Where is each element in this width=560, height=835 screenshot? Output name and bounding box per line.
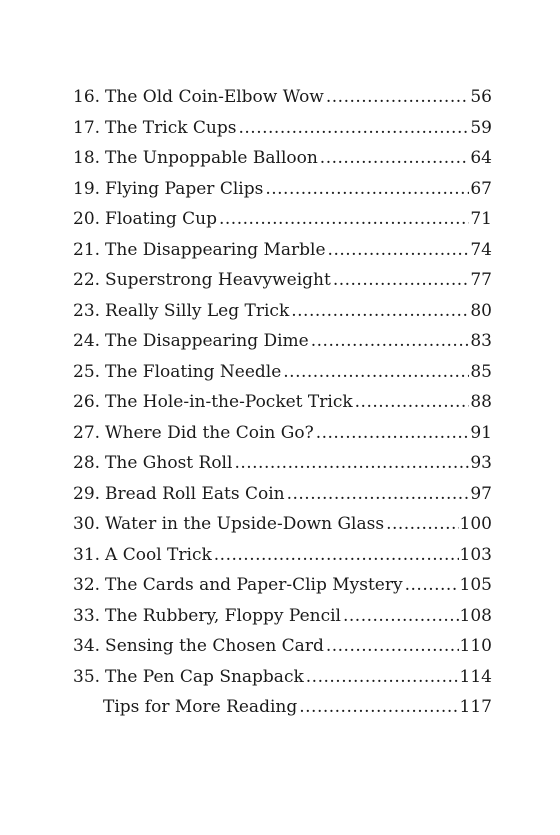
dot-leader — [355, 387, 470, 418]
toc-entry[interactable] — [73, 387, 492, 418]
toc-entry[interactable] — [73, 570, 492, 601]
toc-entry-number: 28. — [73, 453, 101, 473]
dot-leader — [326, 82, 470, 113]
toc-entry[interactable] — [73, 357, 492, 388]
toc-entry-title: Sensing the Chosen Card — [105, 636, 324, 656]
toc-entry[interactable] — [73, 448, 492, 479]
toc-entry-number: 23. — [73, 300, 101, 321]
toc-entry-page-number: 77 — [470, 270, 492, 290]
toc-entry[interactable] — [73, 326, 492, 357]
toc-entry[interactable] — [73, 601, 492, 632]
toc-entry-number: 34. — [73, 636, 101, 656]
toc-entry[interactable] — [73, 662, 492, 693]
dot-leader — [234, 448, 469, 479]
toc-entry-number: 17. — [73, 117, 101, 138]
toc-entry-number: 30. — [73, 514, 101, 534]
toc-entry-title: The Disappearing Marble — [105, 239, 326, 260]
toc-entry[interactable] — [73, 204, 492, 235]
toc-entry-page-number: 80 — [470, 300, 492, 321]
dot-leader — [283, 357, 469, 388]
toc-entry-page-number: 105 — [459, 575, 492, 595]
dot-leader — [239, 113, 470, 144]
toc-entry-page-number: 67 — [470, 178, 492, 199]
dot-leader — [299, 692, 458, 723]
toc-entry[interactable] — [73, 631, 492, 662]
toc-entry-page-number: 97 — [470, 483, 492, 504]
toc-entry-page-number: 59 — [470, 117, 492, 138]
toc-entry-page-number: 85 — [470, 361, 492, 382]
toc-entry-title: Water in the Upside-Down Glass — [105, 514, 385, 534]
toc-entry-number: 32. — [73, 575, 101, 595]
toc-entry-title: The Disappearing Dime — [105, 331, 309, 351]
toc-entry-number: 24. — [73, 331, 101, 351]
toc-entry-title: Really Silly Leg Trick — [105, 300, 290, 321]
toc-entry-number: 18. — [73, 148, 101, 168]
toc-entry-title: The Old Coin-Elbow Wow — [105, 87, 324, 107]
toc-entry[interactable] — [73, 235, 492, 266]
toc-entry-number: 16. — [73, 87, 101, 107]
toc-entry-number: 21. — [73, 239, 101, 260]
dot-leader — [214, 540, 459, 571]
dot-leader — [219, 204, 469, 235]
toc-entry[interactable] — [73, 296, 492, 327]
toc-entry[interactable] — [73, 479, 492, 510]
toc-entry-title: The Cards and Paper-Clip Mystery — [105, 575, 403, 595]
toc-entry[interactable] — [73, 82, 492, 113]
toc-entry-page-number: 56 — [470, 87, 492, 107]
toc-entry-title: The Trick Cups — [105, 117, 237, 138]
toc-entry-page-number: 117 — [459, 697, 492, 717]
toc-entry-title: Tips for More Reading — [103, 697, 298, 717]
toc-entry-number: 25. — [73, 361, 101, 382]
toc-entry-title: The Ghost Roll — [105, 453, 233, 473]
toc-entry-page-number: 100 — [459, 514, 492, 534]
toc-entry-number: 26. — [73, 392, 101, 412]
toc-entry-number: 31. — [73, 544, 101, 565]
toc-entry[interactable] — [73, 418, 492, 449]
toc-entry-number: 19. — [73, 178, 101, 199]
toc-entry[interactable] — [73, 113, 492, 144]
table-of-contents — [73, 82, 492, 723]
toc-entry-page-number: 71 — [470, 209, 492, 229]
toc-entry-title: The Pen Cap Snapback — [105, 666, 304, 687]
toc-entry[interactable] — [73, 509, 492, 540]
toc-entry-title: Flying Paper Clips — [105, 178, 264, 199]
toc-entry-title: The Unpoppable Balloon — [105, 148, 318, 168]
toc-entry-title: The Rubbery, Floppy Pencil — [105, 605, 341, 626]
toc-entry-page-number: 74 — [470, 239, 492, 260]
dot-leader — [265, 174, 469, 205]
toc-entry-number: 22. — [73, 270, 101, 290]
toc-entry[interactable] — [73, 265, 492, 296]
toc-entry[interactable] — [73, 540, 492, 571]
dot-leader — [287, 479, 470, 510]
toc-entry-title: Floating Cup — [105, 209, 217, 229]
toc-entry-title: A Cool Trick — [105, 544, 212, 565]
dot-leader — [328, 235, 470, 266]
toc-entry[interactable] — [73, 692, 492, 723]
toc-entry-number: 27. — [73, 422, 101, 443]
toc-entry-page-number: 91 — [470, 422, 492, 443]
dot-leader — [306, 662, 459, 693]
dot-leader — [291, 296, 469, 327]
toc-entry[interactable] — [73, 174, 492, 205]
dot-leader — [320, 143, 470, 174]
dot-leader — [333, 265, 470, 296]
toc-entry-number: 35. — [73, 666, 101, 687]
toc-entry-page-number: 114 — [459, 666, 492, 687]
toc-entry-number: 20. — [73, 209, 101, 229]
toc-entry-page-number: 110 — [459, 636, 492, 656]
toc-entry-page-number: 64 — [470, 148, 492, 168]
toc-entry-title: Bread Roll Eats Coin — [105, 483, 285, 504]
dot-leader — [343, 601, 459, 632]
toc-entry-page-number: 93 — [470, 453, 492, 473]
toc-entry-title: Superstrong Heavyweight — [105, 270, 331, 290]
dot-leader — [326, 631, 459, 662]
toc-entry-page-number: 88 — [470, 392, 492, 412]
dot-leader — [386, 509, 458, 540]
toc-entry-number: 33. — [73, 605, 101, 626]
toc-entry-number: 29. — [73, 483, 101, 504]
dot-leader — [316, 418, 470, 449]
toc-entry-title: The Floating Needle — [105, 361, 282, 382]
toc-entry[interactable] — [73, 143, 492, 174]
toc-entry-title: Where Did the Coin Go? — [105, 422, 314, 443]
toc-entry-page-number: 108 — [459, 605, 492, 626]
dot-leader — [311, 326, 470, 357]
dot-leader — [405, 570, 459, 601]
toc-entry-page-number: 103 — [459, 544, 492, 565]
toc-entry-title: The Hole-in-the-Pocket Trick — [105, 392, 353, 412]
toc-entry-page-number: 83 — [470, 331, 492, 351]
